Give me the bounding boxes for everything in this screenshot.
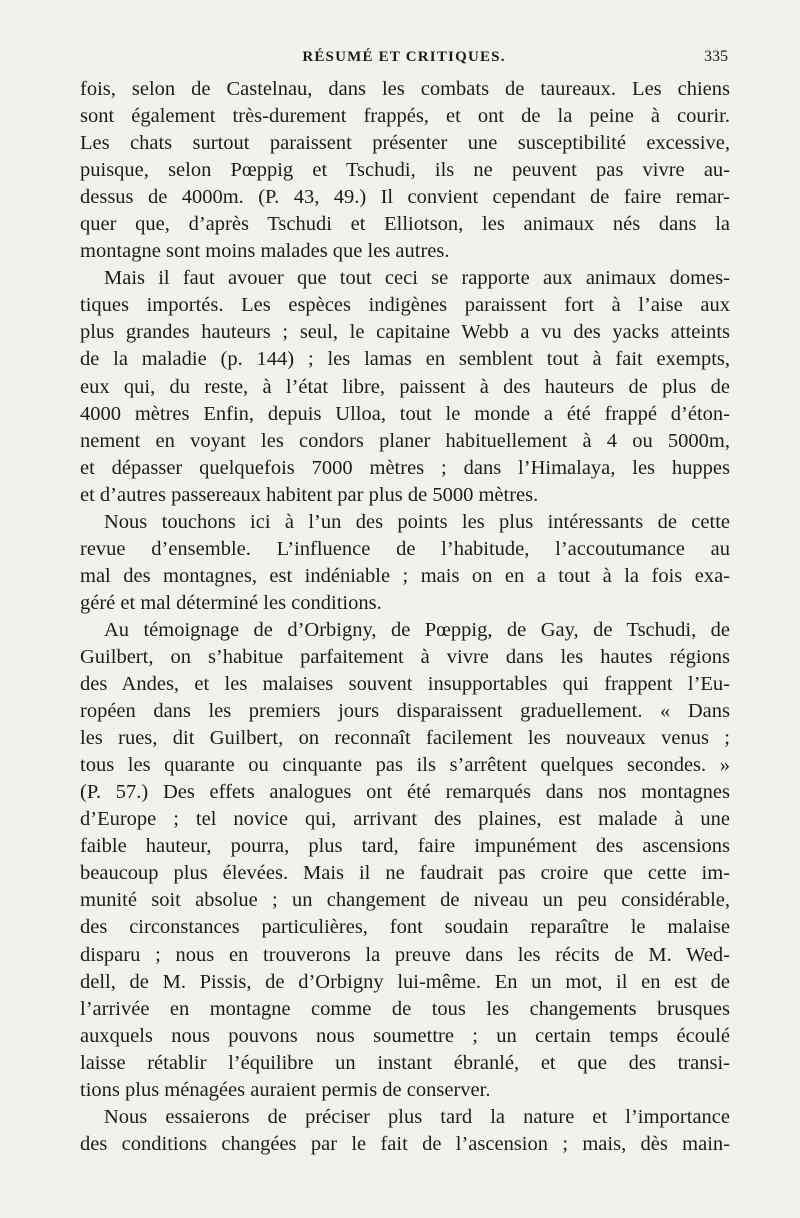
text-line: montagne sont moins malades que les autres. bbox=[80, 240, 450, 263]
text-line: et d’autres passereaux habitent par plus de 5000 mètres. bbox=[80, 483, 539, 506]
running-title: RÉSUMÉ ET CRITIQUES. bbox=[302, 49, 506, 65]
text-line: 4000 mètres Enfin, depuis Ulloa, tout le monde a été frappé d’éton- bbox=[80, 402, 730, 425]
text-line: des circonstances particulières, font soudain reparaître le malaise bbox=[80, 916, 730, 939]
text-line: puisque, selon Pœppig et Tschudi, ils ne peuvent pas vivre au- bbox=[80, 159, 730, 182]
text-line: dell, de M. Pissis, de d’Orbigny lui-même. En un mot, il en est de bbox=[80, 970, 730, 993]
text-line: Nous touchons ici à l’un des points les plus intéressants de cette bbox=[104, 510, 730, 533]
paragraph bbox=[80, 265, 730, 508]
text-line: laisse rétablir l’équilibre un instant ébranlé, et que des transi- bbox=[80, 1051, 730, 1074]
text-line: mal des montagnes, est indéniable ; mais on en a tout à la fois exa- bbox=[80, 564, 730, 587]
text-line: Les chats surtout paraissent présenter une susceptibilité excessive, bbox=[80, 132, 730, 155]
text-line: Mais il faut avouer que tout ceci se rapporte aux animaux domes- bbox=[104, 267, 730, 290]
text-line: tous les quarante ou cinquante pas ils s’arrêtent quelques secondes. » bbox=[80, 754, 730, 777]
text-line: de la maladie (p. 144) ; les lamas en semblent tout à fait exempts, bbox=[80, 348, 730, 371]
text-line: et dépasser quelquefois 7000 mètres ; dans l’Himalaya, les huppes bbox=[80, 456, 730, 479]
text-line: Guilbert, on s’habitue parfaitement à vivre dans les hautes régions bbox=[80, 645, 730, 668]
body-text bbox=[80, 76, 730, 1158]
paragraph bbox=[80, 1104, 730, 1158]
text-line: des Andes, et les malaises souvent insupportables qui frappent l’Eu- bbox=[80, 673, 730, 696]
text-line: faible hauteur, pourra, plus tard, faire impunément des ascensions bbox=[80, 835, 730, 858]
paragraph bbox=[80, 509, 730, 617]
text-line: des conditions changées par le fait de l’ascension ; mais, dès main- bbox=[80, 1132, 730, 1155]
text-line: l’arrivée en montagne comme de tous les changements brusques bbox=[80, 997, 730, 1020]
text-line: Au témoignage de d’Orbigny, de Pœppig, de Gay, de Tschudi, de bbox=[104, 618, 730, 641]
text-line: revue d’ensemble. L’influence de l’habitude, l’accoutumance au bbox=[80, 537, 730, 560]
text-line: dessus de 4000m. (P. 43, 49.) Il convient cependant de faire remar- bbox=[80, 186, 730, 209]
text-line: d’Europe ; tel novice qui, arrivant des plaines, est malade à une bbox=[80, 808, 730, 831]
text-line: Nous essaierons de préciser plus tard la nature et l’importance bbox=[104, 1105, 730, 1128]
text-line: plus grandes hauteurs ; seul, le capitaine Webb a vu des yacks atteints bbox=[80, 321, 730, 344]
paragraph bbox=[80, 617, 730, 1104]
text-line: beaucoup plus élevées. Mais il ne faudrait pas croire que cette im- bbox=[80, 862, 730, 885]
text-line: ropéen dans les premiers jours disparaissent graduellement. « Dans bbox=[80, 700, 730, 723]
text-line: disparu ; nous en trouverons la preuve dans les récits de M. Wed- bbox=[80, 943, 730, 966]
paragraph bbox=[80, 76, 730, 265]
text-line: les rues, dit Guilbert, on reconnaît facilement les nouveaux venus ; bbox=[80, 727, 730, 750]
text-line: eux qui, du reste, à l’état libre, paissent à des hauteurs de plus de bbox=[80, 375, 730, 398]
text-line: géré et mal déterminé les conditions. bbox=[80, 591, 382, 614]
text-line: tions plus ménagées auraient permis de conserver. bbox=[80, 1078, 491, 1101]
text-line: auxquels nous pouvons nous soumettre ; un certain temps écoulé bbox=[80, 1024, 730, 1047]
running-head bbox=[80, 46, 728, 68]
text-line: sont également très-durement frappés, et ont de la peine à courir. bbox=[80, 105, 730, 128]
text-line: munité soit absolue ; un changement de niveau un peu considérable, bbox=[80, 889, 730, 912]
text-line: tiques importés. Les espèces indigènes paraissent fort à l’aise aux bbox=[80, 294, 730, 317]
text-line: fois, selon de Castelnau, dans les combats de taureaux. Les chiens bbox=[80, 78, 730, 100]
text-line: nement en voyant les condors planer habituellement à 4 ou 5000m, bbox=[80, 429, 730, 452]
text-line: (P. 57.) Des effets analogues ont été remarqués dans nos montagnes bbox=[80, 781, 730, 804]
page-number: 335 bbox=[704, 48, 728, 65]
text-line: quer que, d’après Tschudi et Elliotson, les animaux nés dans la bbox=[80, 213, 730, 236]
